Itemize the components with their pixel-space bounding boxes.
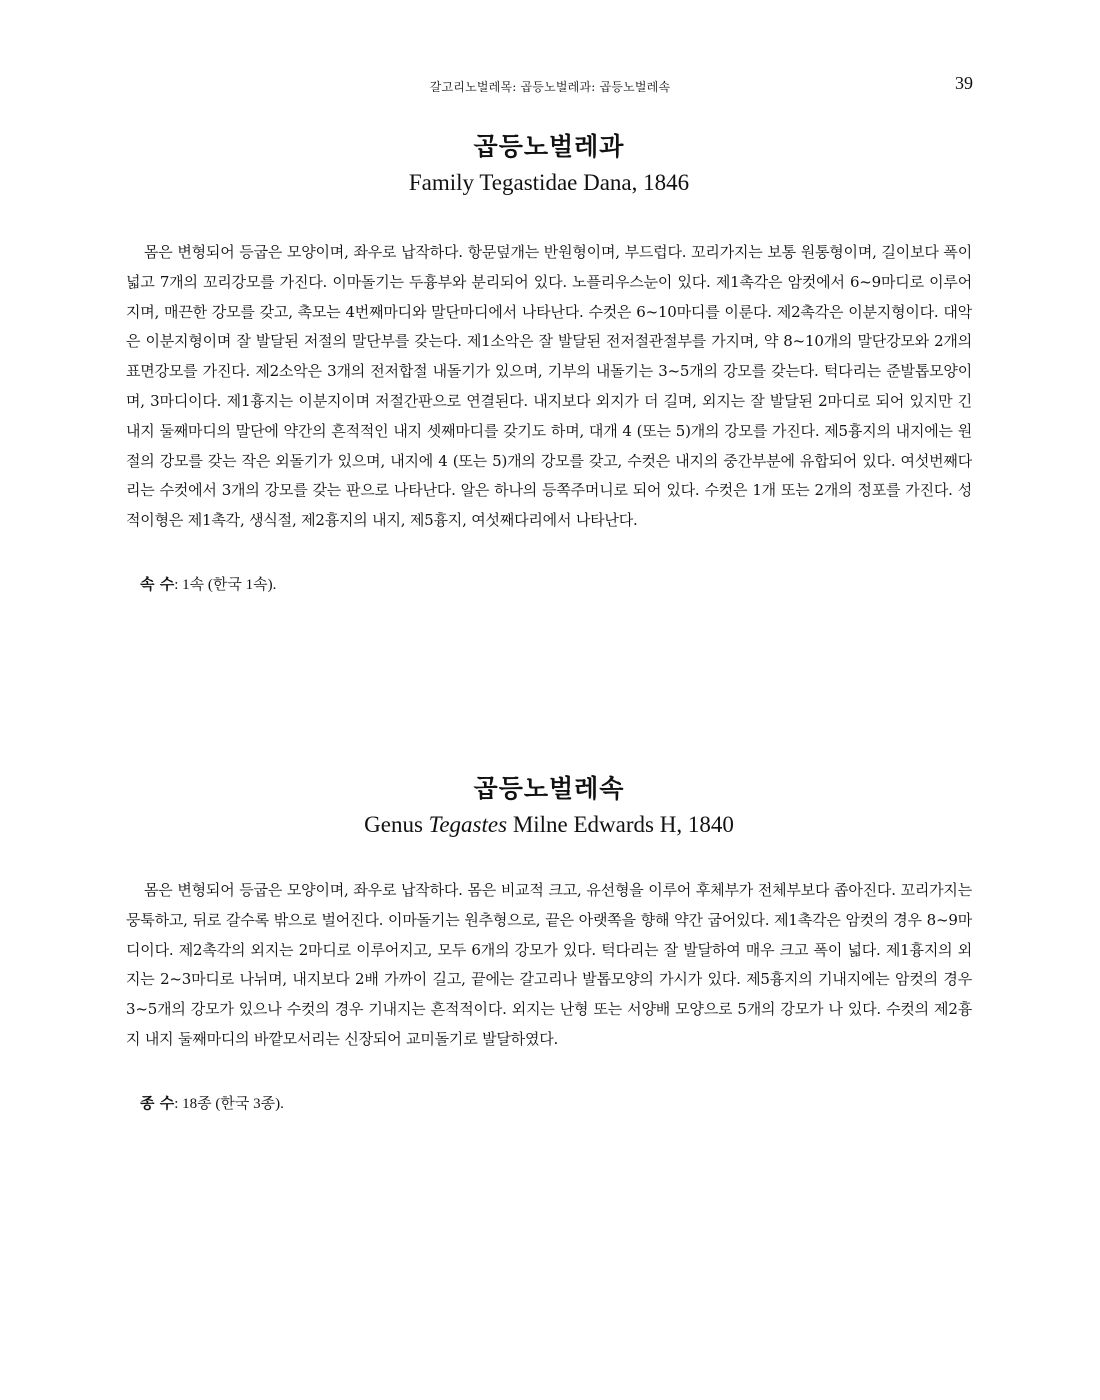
genus-subtitle bbox=[126, 810, 972, 840]
family-description: 몸은 변형되어 등굽은 모양이며, 좌우로 납작하다. 항문덮개는 반원형이며, 부드럽다. 꼬리가지는 보통 원통형이며, 길이보다 폭이 넓고 7개의 꼬리강모를 가진다. 이마돌기는 두흉부와 분리되어 있다. 노플리우스눈이 있다. 제1촉각은 암컷에서 6~9마디로 이루어지며, 매끈한 강모를 갖고, 촉모는 4번째마디와 말단마디에서 나타난다. 수컷은 6~10마디를 이룬다. 제2촉각은 이분지형이다. 대악은 이분지형이며 잘 발달된 저절의 말단부를 갖는다. 제1소악은 잘 발달된 전저절관절부를 가지며, 약 8~10개의 말단강모와 2개의 표면강모를 가진다. 제2소악은 3개의 전저합절 내돌기가 있으며, 기부의 내돌기는 3~5개의 강모를 갖는다. 턱다리는 준발톱모양이며, 3마디이다. 제1흉지는 이분지이며 저절간판으로 연결된다. 내지보다 외지가 더 길며, 외지는 잘 발달된 2마디로 되어 있지만 긴 내지 둘째마디의 말단에 약간의 흔적적인 내지 셋째마디를 갖기도 하며, 대개 4 (또는 5)개의 강모를 가진다. 제5흉지의 내지에는 원절의 강모를 갖는 작은 외돌기가 있으며, 내지에 4 (또는 5)개의 강모를 갖고, 수컷은 내지의 중간부분에 유합되어 있다. 여섯번째다리는 수컷에서 3개의 강모를 갖는 판으로 나타난다. 알은 하나의 등쪽주머니로 되어 있다. 수컷은 1개 또는 2개의 정포를 가진다. 성적이형은 제1촉각, 생식절, 제2흉지의 내지, 제5흉지, 여섯째다리에서 나타난다. bbox=[126, 243, 972, 530]
species-count-value: : 18종 (한국 3종). bbox=[174, 1095, 284, 1112]
species-count-label: 종 수 bbox=[140, 1093, 175, 1112]
genus-count-value: : 1속 (한국 1속). bbox=[174, 576, 277, 593]
genus-section bbox=[126, 772, 972, 1116]
page-number: 39 bbox=[955, 73, 973, 93]
family-subtitle: Family Tegastidae Dana, 1846 bbox=[408, 170, 690, 195]
family-title: 곱등노벌레과 bbox=[473, 132, 625, 161]
genus-description: 몸은 변형되어 등굽은 모양이며, 좌우로 납작하다. 몸은 비교적 크고, 유선형을 이루어 후체부가 전체부보다 좁아진다. 꼬리가지는 뭉툭하고, 뒤로 갈수록 밖으로 벌어진다. 이마돌기는 원추형으로, 끝은 아랫쪽을 향해 약간 굽어있다. 제1촉각은 암컷의 경우 8~9마디이다. 제2촉각의 외지는 2마디로 이루어지고, 모두 6개의 강모가 있다. 턱다리는 잘 발달하여 매우 크고 폭이 넓다. 제1흉지의 외지는 2~3마디로 나뉘며, 내지보다 2배 가까이 길고, 끝에는 갈고리나 발톱모양의 가시가 있다. 제5흉지의 기내지에는 암컷의 경우 3~5개의 강모가 있으나 수컷의 경우 기내지는 흔적적이다. 외지는 난형 또는 서양배 모양으로 5개의 강모가 나 있다. 수컷의 제2흉지 내지 둘째마디의 바깥모서리는 신장되어 교미돌기로 발달하였다. bbox=[126, 881, 972, 1048]
genus-name-italic: Tegastes bbox=[428, 812, 508, 837]
genus-subtitle-suffix: Milne Edwards H, 1840 bbox=[507, 812, 734, 837]
genus-subtitle-prefix: Genus bbox=[364, 812, 429, 837]
genus-species-count bbox=[126, 1091, 972, 1116]
family-section bbox=[126, 130, 972, 597]
family-genus-count bbox=[126, 572, 972, 597]
genus-count-label: 속 수 bbox=[140, 574, 175, 593]
running-header: 갈고리노벌레목: 곱등노벌레과: 곱등노벌레속 bbox=[429, 80, 671, 94]
genus-title: 곱등노벌레속 bbox=[473, 774, 625, 803]
